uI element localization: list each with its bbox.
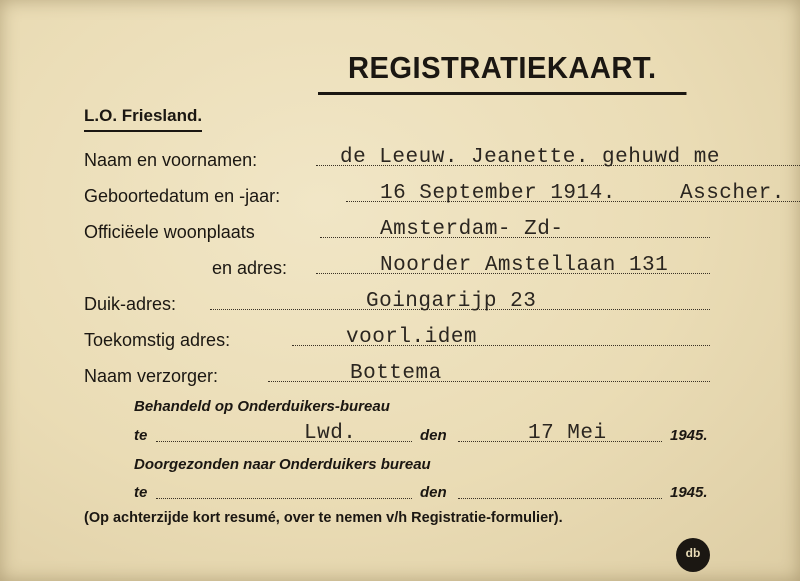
hiding-address-label: Duik-adres: (84, 294, 177, 314)
birthdate-value: 16 September 1914. (380, 182, 616, 205)
forwarded-place-line (156, 498, 412, 499)
caretaker-row (84, 363, 714, 389)
forwarded-den-label: den (420, 484, 447, 501)
organization-label: L.O. Friesland. (84, 105, 202, 132)
address-row (84, 255, 714, 281)
future-address-value: voorl.idem (346, 326, 478, 349)
hiding-address-value: Goingarijp 23 (366, 290, 537, 313)
birthdate-extra: Asscher. (680, 182, 785, 205)
residence-value: Amsterdam- Zd- (380, 218, 564, 241)
caretaker-label: Naam verzorger: (84, 366, 219, 386)
forwarded-te-label: te (134, 484, 148, 501)
birthdate-label: Geboortedatum en -jaar: (84, 186, 281, 206)
name-row (84, 147, 800, 173)
future-address-row (84, 327, 714, 353)
card-title: REGISTRATIEKAART. (318, 48, 686, 95)
caretaker-value: Bottema (350, 362, 442, 385)
name-value: de Leeuw. Jeanette. gehuwd me (340, 146, 720, 169)
processed-den-label: den (420, 427, 447, 444)
forwarded-year: 1945. (670, 484, 708, 501)
forwarded-heading: Doorgezonden naar Onderduikers bureau (134, 456, 431, 473)
processed-te-label: te (134, 427, 148, 444)
residence-label: Officiëele woonplaats (84, 222, 255, 242)
processed-row (134, 423, 714, 449)
processed-date-value: 17 Mei (528, 422, 607, 445)
address-value: Noorder Amstellaan 131 (380, 254, 669, 277)
future-address-label: Toekomstig adres: (84, 330, 231, 350)
processed-heading: Behandeld op Onderduikers-bureau (134, 398, 390, 415)
processed-place-value: Lwd. (304, 422, 357, 445)
archive-stamp-icon: db (676, 538, 710, 572)
forwarded-date-line (458, 498, 662, 499)
address-label: en adres: (212, 258, 288, 278)
birthdate-row (84, 183, 800, 209)
residence-row (84, 219, 714, 245)
hiding-address-row (84, 291, 714, 317)
name-label: Naam en voornamen: (84, 150, 258, 170)
caretaker-dotted-line (268, 381, 710, 382)
processed-year: 1945. (670, 427, 708, 444)
footer-note: (Op achterzijde kort resumé, over te nemen v/h Registratie-formulier). (84, 510, 563, 526)
forwarded-row (134, 480, 714, 506)
processed-place-line (156, 441, 412, 442)
